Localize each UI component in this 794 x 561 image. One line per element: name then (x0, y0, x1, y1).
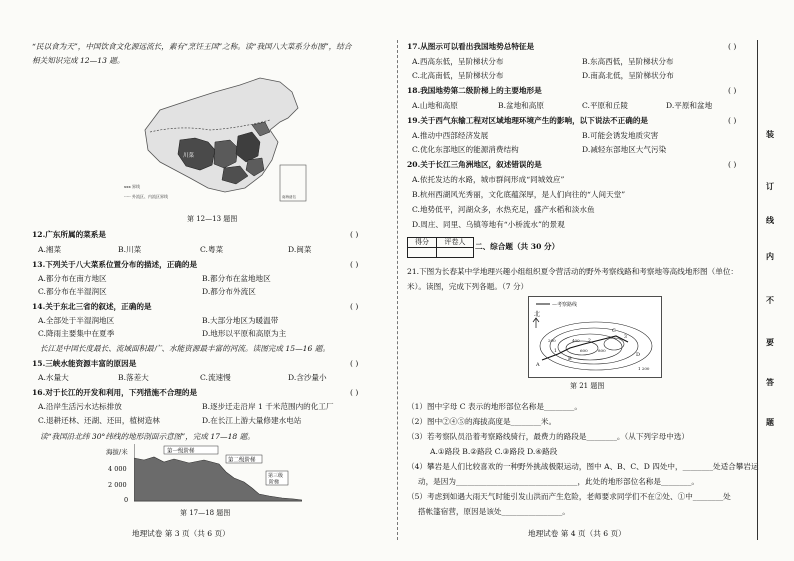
q14-answer-paren: ( ) (350, 302, 359, 311)
q21-sub-5-line2: 搭帐篷宿营，原因是该处________________。 (418, 507, 570, 516)
intro-text-1: “民以食为天”，中国饮食文化源远流长，素有“烹饪王国”之称。读“我国八大菜系分布图”，结合 (32, 42, 352, 51)
binding-char-6: 要 (766, 337, 774, 347)
binding-char-2: 订 (766, 181, 774, 191)
q21-sub-3-options: A.①路段 B.②路段 C.③路段 D.④路段 (430, 447, 558, 456)
q12-option-d: D.闽菜 (288, 245, 312, 254)
right-page-footer: 地理试卷 第 4 页（共 6 页） (528, 529, 626, 538)
contour-letter-a: A (536, 362, 540, 368)
intro-text-2: 相关知识完成 12—13 题。 (32, 56, 125, 65)
score-cell (408, 248, 437, 258)
contour-value-200: 200 (548, 338, 556, 343)
q15-option-d: D.含沙量小 (288, 373, 327, 382)
q21-stem-1: 21.下图为长春某中学地理兴趣小组组织夏令营活动的野外考察线路和考察地等高线地形图（单位： (407, 267, 739, 276)
binding-char-4: 内 (766, 251, 774, 261)
q19-option-a: A.推动中西部经济发展 (412, 131, 489, 140)
contour-letter-d: D (636, 352, 641, 358)
score-table (407, 237, 474, 258)
contour-point-1: 1 (554, 349, 557, 354)
q13-option-d: D.都分布外流区 (202, 287, 256, 296)
q18-option-c: C.平原和丘陵 (582, 101, 628, 110)
q16-option-a: A.沿岸生活污水达标排放 (38, 402, 122, 411)
map-label-nanhai: 南海诸岛 (282, 195, 296, 199)
q13-answer-paren: ( ) (350, 260, 359, 269)
q18-option-d: D.平原和盆地 (666, 101, 713, 110)
q19-option-b: B.可能会诱发地质灾害 (582, 131, 659, 140)
binding-char-1: 装 (766, 129, 774, 139)
q17-stem: 17.从图示可以看出我国地势总特征是 (407, 42, 535, 51)
binding-char-3: 线 (766, 215, 774, 225)
q15-stem: 15.三峡水能资源丰富的原因是 (32, 359, 137, 368)
q21-stem-2: 米）。读图，完成下列各题。（7 分） (407, 282, 529, 291)
profile-caption: 第 17—18 题图 (180, 509, 231, 517)
profile-step3a-label: 第三级 (268, 473, 284, 479)
q13-option-a: A.都分布在南方地区 (38, 274, 107, 283)
contour-map-caption: 第 21 题图 (570, 382, 605, 390)
left-page-footer: 地理试卷 第 3 页（共 6 页） (132, 529, 230, 538)
score-header-grader: 评卷人 (437, 238, 474, 248)
map-caption: 第 12—13 题图 (187, 215, 238, 223)
q17-option-d: D.南高北低，呈阶梯状分布 (582, 71, 674, 80)
terrain-profile (134, 444, 302, 504)
intro-profile: 读“我国沿北纬 30°纬线的地形剖面示意图”，完成 17—18 题。 (40, 432, 255, 441)
contour-value-800: 800 (598, 348, 606, 353)
q12-answer-paren: ( ) (350, 230, 359, 239)
q15-option-c: C.流速慢 (200, 373, 231, 382)
q20-option-b: B.杭州西湖风光秀丽，文化底蕴深厚，是人们向往的“人间天堂” (412, 190, 626, 199)
q12-stem: 12.广东所属的菜系是 (32, 230, 106, 239)
q19-stem: 19.关于西气东输工程对区域地理环境产生的影响，以下说法不正确的是 (407, 116, 649, 125)
binding-line (757, 40, 758, 540)
profile-tick-0: 0 (124, 496, 129, 504)
profile-tick-4000: 4 000 (108, 465, 127, 473)
grader-cell (437, 248, 474, 258)
cuisine-map (120, 70, 320, 210)
q13-option-b: B.都分布在盆地地区 (202, 274, 271, 283)
contour-map (528, 296, 662, 378)
q15-answer-paren: ( ) (350, 359, 359, 368)
profile-step1-label: 第一级阶梯 (167, 448, 195, 455)
contour-point-3: 3 (624, 335, 627, 340)
q16-option-c: C.退耕还林、还湖、还田，植树造林 (38, 416, 160, 425)
q14-stem: 14.关于东北三省的叙述，正确的是 (32, 302, 152, 311)
q16-stem: 16.对于长江的开发和利用，下列措施不合理的是 (32, 388, 198, 397)
q13-stem: 13.下列关于八大菜系位置分布的描述，正确的是 (32, 260, 198, 269)
q21-sub-2: （2）图中②④⑤的海拔高度是________米。 (407, 417, 557, 426)
q17-option-c: C.北高南低，呈阶梯状分布 (412, 71, 504, 80)
q20-option-d: D.周庄、同里、乌镇等地有“小桥流水”的景观 (412, 220, 565, 229)
q21-sub-4-line2: 动，是因为________________________________，此处的地形部位名称是________。 (418, 477, 699, 486)
q20-option-c: C.地势低平，河湖众多，水热充足，盛产水稻和淡水鱼 (412, 205, 595, 214)
profile-step3b-label: 阶梯 (269, 479, 280, 486)
q18-stem: 18.我国地势第二级阶梯上的主要地形是 (407, 86, 542, 95)
q12-option-b: B.川菜 (118, 245, 142, 254)
contour-value-600: 600 (580, 348, 588, 353)
q14-option-c: C.降雨主要集中在夏季 (38, 329, 115, 338)
north-label: 北 (534, 311, 541, 318)
q19-answer-paren: ( ) (728, 116, 737, 125)
q16-option-b: B.逐步迁走沿岸 1 千米范围内的化工厂 (202, 402, 334, 411)
q14-option-d: D.地形以平原和高原为主 (202, 329, 287, 338)
map-label-chuan: 川菜 (183, 153, 195, 159)
q20-stem: 20.关于长江三角洲地区，叙述错误的是 (407, 160, 542, 169)
q17-option-b: B.东高西低，呈阶梯状分布 (582, 57, 674, 66)
page-divider (397, 40, 398, 540)
q18-answer-paren: ( ) (728, 86, 737, 95)
q15-option-a: A.水量大 (38, 373, 69, 382)
q21-sub-5-line1: （5）考虑到如遇大雨天气时能引发山洪而产生危险，老师要求同学们不在②处、①中________处 (407, 492, 731, 501)
q17-answer-paren: ( ) (728, 42, 737, 51)
contour-value-1200: 1 200 (638, 366, 650, 371)
q15-option-b: B.落差大 (118, 373, 149, 382)
binding-char-5: 不 (766, 295, 774, 305)
section-2-heading: 二、综合题（共 30 分） (475, 242, 560, 251)
profile-step2-label: 第二级阶梯 (228, 457, 256, 464)
profile-ylabel: 海拔/米 (106, 448, 128, 456)
q19-option-c: C.优化东部地区的能源消费结构 (412, 145, 519, 154)
q21-sub-1: （1）图中字母 C 表示的地形部位名称是________。 (407, 402, 582, 411)
q16-option-d: D.在长江上游大量修建水电站 (202, 416, 302, 425)
q13-option-c: C.都分布在半湿润区 (38, 287, 107, 296)
q14-option-a: A.全部处于半湿润地区 (38, 316, 115, 325)
map-legend-1: xxx 界线 (124, 184, 141, 189)
q18-option-b: B.盆地和高原 (498, 101, 544, 110)
score-header-score: 得分 (408, 238, 437, 248)
q16-answer-paren: ( ) (350, 388, 359, 397)
contour-letter-b: B (568, 356, 572, 362)
contour-value-400: 400 (572, 338, 580, 343)
map-legend-2: ----- 外流区、内流区界线 (124, 194, 169, 199)
q12-option-c: C.粤菜 (200, 245, 224, 254)
binding-char-8: 题 (766, 417, 774, 427)
q14-option-b: B.大部分地区为暖温带 (202, 316, 279, 325)
q19-option-d: D.减轻东部地区大气污染 (582, 145, 667, 154)
q20-option-a: A.依托发达的水路，城市群间形成“同城效应” (412, 175, 565, 184)
q21-sub-4-line1: （4）攀岩是人们比较喜欢的一种野外挑战极限运动，图中 A、B、C、D 四处中，________处适合攀岩运 (407, 462, 759, 471)
intro-yangtze: 长江是中国长度最长、流域面积最广、水能资源最丰富的河流。读图完成 15—16 题。 (40, 344, 330, 353)
q20-answer-paren: ( ) (728, 160, 737, 169)
q12-option-a: A.湘菜 (38, 245, 62, 254)
contour-point-2: 2 (588, 339, 591, 344)
contour-letter-c: C (612, 328, 616, 334)
q18-option-a: A.山地和高原 (412, 101, 458, 110)
q17-option-a: A.西高东低，呈阶梯状分布 (412, 57, 504, 66)
q21-sub-3: （3）若考察队员沿着考察路线骑行，最费力的路段是________。（从下列字母中选） (407, 432, 689, 441)
binding-char-7: 答 (766, 377, 774, 387)
contour-map-legend: —考察路线 (552, 302, 578, 308)
profile-tick-2000: 2 000 (108, 481, 127, 489)
